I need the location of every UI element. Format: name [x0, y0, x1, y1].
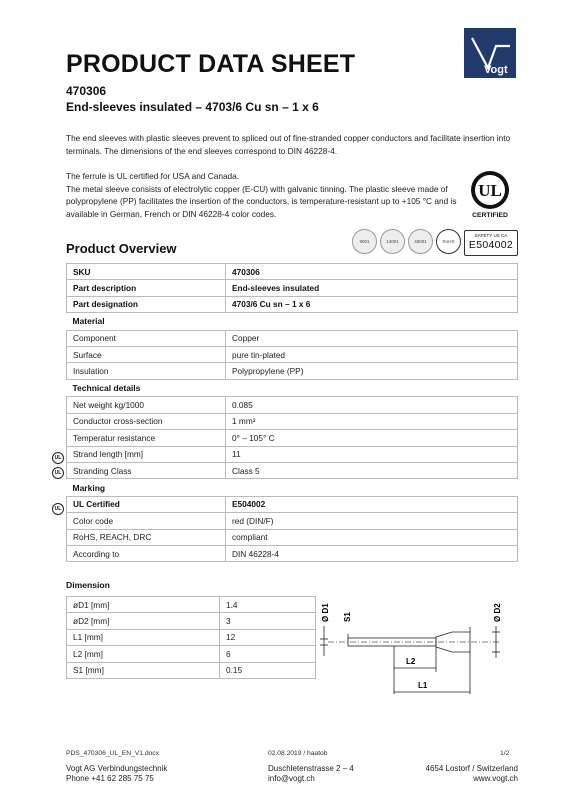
- row-value: Copper: [226, 330, 518, 346]
- row-value: 11: [226, 446, 518, 462]
- footer-location: [400, 764, 518, 784]
- row-label: Part description: [67, 280, 226, 296]
- l1-label: L1: [418, 681, 428, 690]
- row-label: L2 [mm]: [67, 646, 220, 662]
- vogt-logo-mark-icon: [464, 28, 516, 78]
- l2-label: L2: [406, 657, 416, 666]
- row-value: pure tin-plated: [226, 347, 518, 363]
- ul-mark-icon: UL: [52, 503, 64, 515]
- section-row-marking: [67, 479, 518, 497]
- table-row: [67, 296, 518, 312]
- ul-certificate-box: [464, 230, 518, 256]
- company-email[interactable]: info@vogt.ch: [268, 774, 315, 783]
- row-label: Part designation: [67, 296, 226, 312]
- row-value: 12: [220, 629, 316, 645]
- row-label: Strand length [mm]: [67, 446, 226, 462]
- row-label: Temperatur resistance: [67, 430, 226, 446]
- company-street: Duschletenstrasse 2 – 4: [268, 764, 354, 773]
- table-row: [67, 264, 518, 280]
- section-row-material: [67, 313, 518, 331]
- row-value: 0.085: [226, 397, 518, 413]
- row-label: Insulation: [67, 363, 226, 379]
- logo-text: Vogt: [484, 64, 508, 76]
- table-row: [67, 513, 518, 529]
- row-label: Conductor cross-section: [67, 413, 226, 429]
- iso-45001-badge: 45001: [408, 229, 433, 254]
- dimension-table: [66, 596, 316, 679]
- row-label: According to: [67, 545, 226, 561]
- iso-14001-badge: 14001: [380, 229, 405, 254]
- table-row: [67, 597, 316, 613]
- table-row: [67, 629, 316, 645]
- row-label: øD1 [mm]: [67, 597, 220, 613]
- end-sleeve-drawing: [300, 596, 518, 696]
- s1-label: S1: [343, 612, 352, 622]
- table-row: [67, 646, 316, 662]
- ul-line: The ferrule is UL certified for USA and Canada.: [66, 171, 240, 181]
- company-city: 4654 Lostorf / Switzerland: [425, 764, 518, 773]
- row-value: Polypropylene (PP): [226, 363, 518, 379]
- iso-9001-badge: 9001: [352, 229, 377, 254]
- row-label: S1 [mm]: [67, 662, 220, 678]
- row-label: øD2 [mm]: [67, 613, 220, 629]
- row-label: L1 [mm]: [67, 629, 220, 645]
- table-row: [67, 413, 518, 429]
- d2-label: Ø D2: [493, 603, 502, 622]
- row-label: Stranding Class: [67, 462, 226, 478]
- row-label: Color code: [67, 513, 226, 529]
- table-row: [67, 496, 518, 512]
- row-label: Component: [67, 330, 226, 346]
- table-row: [67, 613, 316, 629]
- product-overview-table: [66, 263, 518, 562]
- dimension-heading: Dimension: [66, 580, 110, 590]
- row-label: Net weight kg/1000: [67, 397, 226, 413]
- table-row: [67, 363, 518, 379]
- section-heading: Marking: [67, 479, 518, 497]
- company-website[interactable]: www.vogt.ch: [473, 774, 518, 783]
- table-row: [67, 330, 518, 346]
- row-value: 6: [220, 646, 316, 662]
- row-value: 0° – 105° C: [226, 430, 518, 446]
- table-row: [67, 446, 518, 462]
- row-value: DIN 46228-4: [226, 545, 518, 561]
- table-row: [67, 545, 518, 561]
- svg-text:UL: UL: [478, 181, 502, 200]
- ul-paragraph: [66, 170, 466, 220]
- footer-docname: PDS_470306_UL_EN_V1.docx: [66, 750, 159, 757]
- footer-date: 02.08.2019 / haatob: [268, 750, 328, 757]
- section-heading: Material: [67, 313, 518, 331]
- row-label: SKU: [67, 264, 226, 280]
- table-row: [67, 397, 518, 413]
- table-row: [67, 662, 316, 678]
- section-heading: Technical details: [67, 379, 518, 397]
- ul-certified-label: CERTIFIED: [472, 212, 508, 219]
- row-value: 3: [220, 613, 316, 629]
- table-row: [67, 430, 518, 446]
- row-value: 1 mm²: [226, 413, 518, 429]
- row-value: Class 5: [226, 462, 518, 478]
- product-overview-heading: Product Overview: [66, 241, 177, 256]
- footer-company: [66, 764, 167, 784]
- row-label: Surface: [67, 347, 226, 363]
- product-subtitle: End-sleeves insulated – 4703/6 Cu sn – 1 x 6: [66, 100, 319, 114]
- row-value: 470306: [226, 264, 518, 280]
- material-line: The metal sleeve consists of electrolytic copper (E-CU) with galvanic tinning. The plastic sleeve made of polypropylene (PP) facilitates the insertion of the conductors, is temperature-resistant up to +105 °C and is available in German, French or DIN 46228-4 color codes.: [66, 183, 457, 219]
- ul-mark-icon: UL: [52, 452, 64, 464]
- table-row: [67, 347, 518, 363]
- table-row: [67, 280, 518, 296]
- intro-paragraph: The end sleeves with plastic sleeves prevent to spliced out of fine-stranded copper conductors and facilitate insertion into terminals. The dimensions of the end sleeves correspond to DIN 46228-4.: [66, 133, 511, 156]
- footer-address: [268, 764, 354, 784]
- section-row-technical: [67, 379, 518, 397]
- table-row: [67, 462, 518, 478]
- company-phone: Phone +41 62 285 75 75: [66, 774, 154, 783]
- company-name: Vogt AG Verbindungstechnik: [66, 764, 168, 773]
- row-value: 0.15: [220, 662, 316, 678]
- row-label: UL Certified: [67, 496, 226, 512]
- row-value: red (DIN/F): [226, 513, 518, 529]
- ul-safety-text: SAFETY US CA: [474, 233, 508, 238]
- row-label: RoHS, REACH, DRC: [67, 529, 226, 545]
- ul-mark-icon: UL: [52, 467, 64, 479]
- footer-page: 1/2: [500, 750, 510, 757]
- d1-label: Ø D1: [321, 603, 330, 622]
- row-value: compliant: [226, 529, 518, 545]
- row-value: 1.4: [220, 597, 316, 613]
- table-row: [67, 529, 518, 545]
- rohs-badge: RoHS: [436, 229, 461, 254]
- page-title: PRODUCT DATA SHEET: [66, 50, 356, 78]
- row-value: End-sleeves insulated: [226, 280, 518, 296]
- ul-logo-icon: [464, 170, 516, 214]
- row-value: E504002: [226, 496, 518, 512]
- row-value: 4703/6 Cu sn – 1 x 6: [226, 296, 518, 312]
- ul-certificate-number: E504002: [468, 239, 514, 251]
- vogt-logo: [464, 28, 516, 78]
- sku-heading: 470306: [66, 84, 107, 98]
